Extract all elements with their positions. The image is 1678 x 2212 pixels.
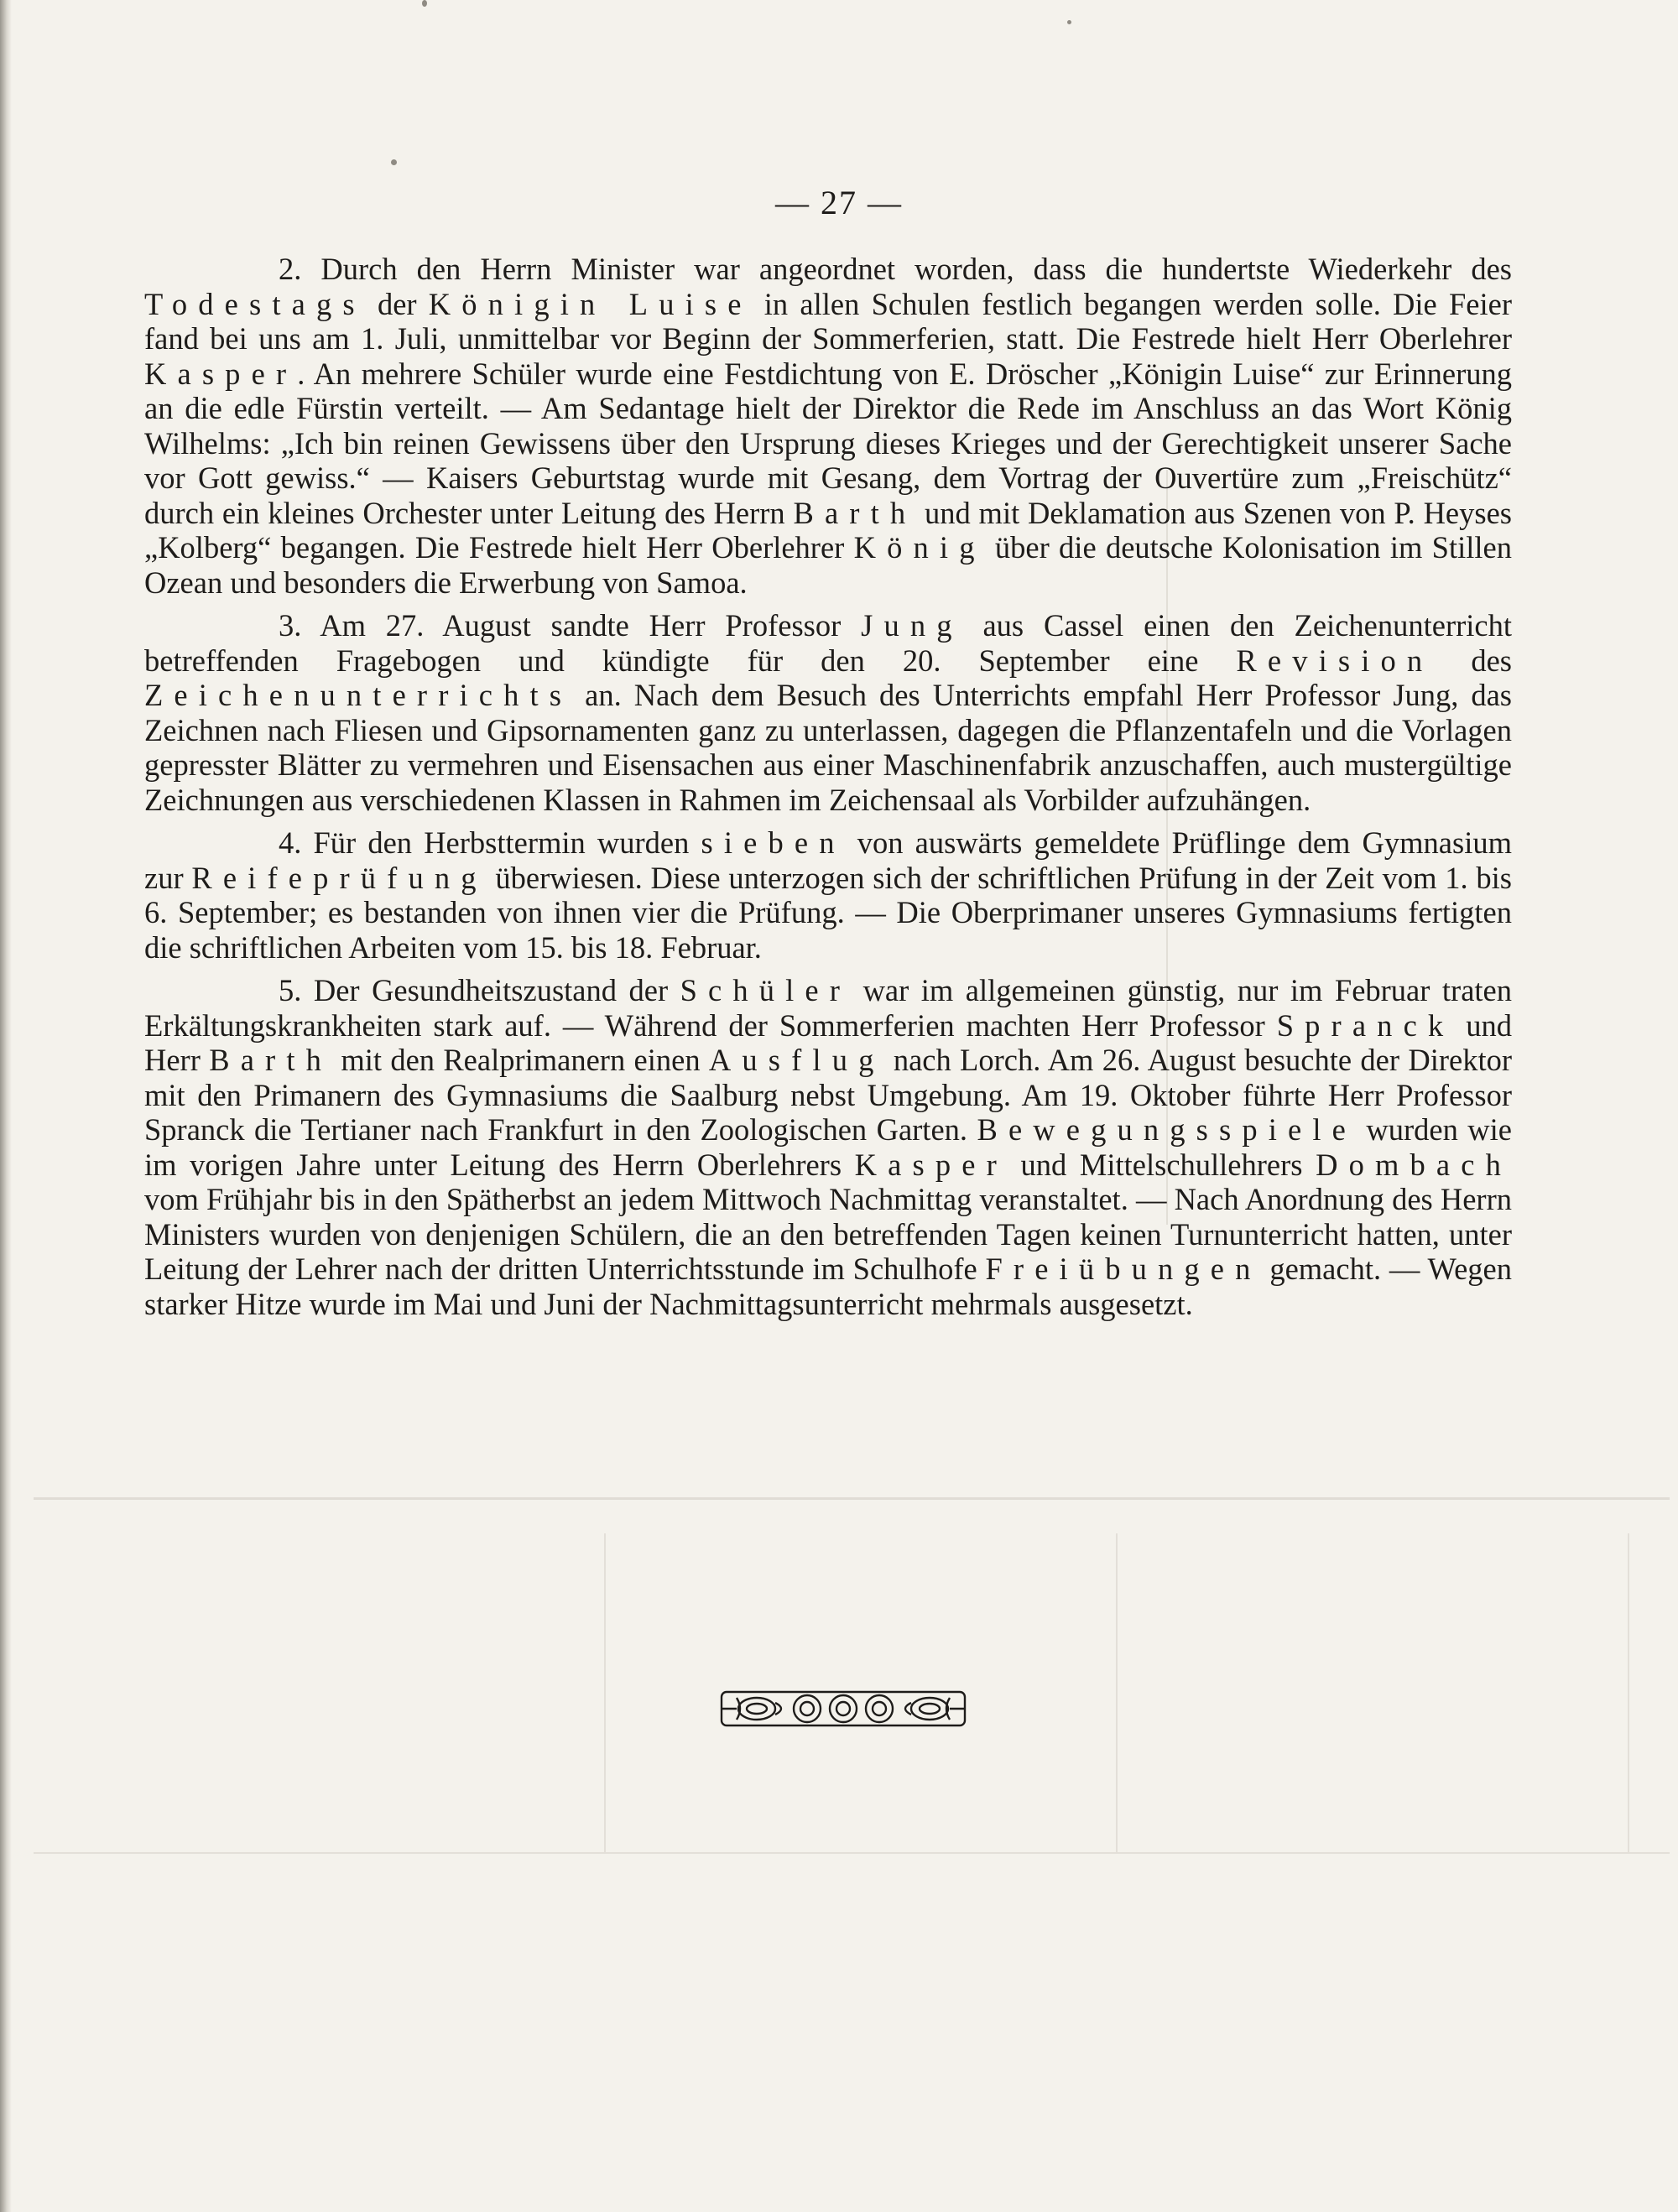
spaced-emphasis: Schüler xyxy=(680,973,852,1007)
text-run: 5. Der Gesundheitszustand der xyxy=(279,973,680,1007)
spaced-emphasis: Jung xyxy=(861,608,963,643)
text-run: 3. Am 27. August sandte Herr Professor xyxy=(279,608,862,643)
spaced-emphasis: Reifeprüfung xyxy=(191,860,487,895)
spaced-emphasis: Ausflug xyxy=(708,1043,885,1077)
spaced-emphasis: Barth xyxy=(793,495,917,530)
show-through-table-bottom xyxy=(34,1497,1670,1854)
text-run: aus Cassel einen den Zeichenunterricht betreffenden Fragebogen und kündigte für den 20. September eine xyxy=(144,608,1512,678)
text-run: . An mehrere Schüler wurde eine Festdichtung von E. Dröscher „Königin Luise“ zur Erinnerung an die edle Fürstin verteilt. — Am Sedantage hielt der Direktor die Rede im Anschluss an das Wort König Wilhelms: „Ich bin reinen Gewissens über den Ursprung dieses Krieges und der Gerechtigkeit unserer Sache vor Gott gewiss.“ — Kaisers Geburtstag wurde mit Gesang, dem Vortrag der Ouvertüre zum „Freischütz“ durch ein kleines Orchester unter Leitung des Herrn xyxy=(144,356,1512,530)
spaced-emphasis: Todestags xyxy=(144,286,366,321)
text-run: und Herr xyxy=(144,1007,1512,1077)
ornamental-scroll-divider-icon xyxy=(720,1686,967,1731)
text-run: gemacht. — Wegen starker Hitze wurde im Mai und Juni der Nachmittagsunterricht mehrmals ausgesetzt. xyxy=(144,1252,1512,1321)
text-run: wurden wie im vorigen Jahre unter Leitung des Herrn Oberlehrers xyxy=(144,1112,1513,1182)
spaced-emphasis: Dombach xyxy=(1316,1147,1512,1182)
page-binding-edge xyxy=(0,0,12,2212)
text-run: 2. Durch den Herrn Minister war angeordnet worden, dass die hundertste Wiederkehr des xyxy=(279,252,1512,286)
text-run: war im allgemeinen günstig, nur im Februar traten Erkältungskrankheiten stark auf. — Während der Sommerferien machten Herr Professor xyxy=(144,973,1512,1043)
page-number: — 27 — xyxy=(775,184,903,221)
text-run: über die deutsche Kolonisation im Stillen Ozean und besonders die Erwerbung von Samoa. xyxy=(144,530,1512,600)
text-run: vom Frühjahr bis in den Spätherbst an jedem Mittwoch Nachmittag veranstaltet. — Nach Anordnung des Herrn Ministers wurden von denjenigen Schülern, die an den betreffenden Tagen keinen Turnunterricht hatten, unter Leitung der Lehrer nach der dritten Unterrichtsstunde im Schulhofe xyxy=(144,1182,1512,1286)
body-text xyxy=(144,252,1512,1330)
ink-speck xyxy=(1067,20,1071,24)
text-run: nach Lorch. Am 26. August besuchte der Direktor mit den Primanern des Gymnasiums die Saalburg nebst Umgebung. Am 19. Oktober führte Herr Professor Spranck die Tertianer nach Frankfurt in den Zoologischen Garten. xyxy=(144,1043,1513,1147)
paragraph-2 xyxy=(144,252,1512,600)
spaced-emphasis: König xyxy=(853,530,986,565)
text-run: von auswärts gemeldete Prüflinge dem Gymnasium zur xyxy=(144,825,1512,895)
text-run: des xyxy=(1433,643,1512,678)
text-run: und Mittelschullehrers xyxy=(1007,1147,1316,1182)
text-run: in allen Schulen festlich begangen werden solle. Die Feier fand bei uns am 1. Juli, unmittelbar vor Beginn der Sommerferien, statt. Die Festrede hielt Herr Oberlehrer xyxy=(144,286,1512,356)
spaced-emphasis: Zeichenunterrichts xyxy=(144,678,573,712)
spaced-emphasis: sieben xyxy=(701,825,846,860)
text-run: und mit Deklamation aus Szenen von P. Heyses „Kolberg“ begangen. Die Festrede hielt Herr Oberlehrer xyxy=(144,495,1512,565)
text-run: der xyxy=(365,286,429,321)
paragraph-5 xyxy=(144,973,1512,1321)
spaced-emphasis: Bewegungsspiele xyxy=(977,1112,1357,1147)
spaced-emphasis: Revision xyxy=(1236,643,1434,678)
paragraph-3 xyxy=(144,608,1512,817)
text-run: mit den Realprimanern einen xyxy=(332,1043,709,1077)
spaced-emphasis: Kasper xyxy=(854,1147,1008,1182)
spaced-emphasis: Kasper xyxy=(144,356,298,391)
ink-speck xyxy=(391,159,397,165)
spaced-emphasis: Königin Luise xyxy=(428,286,753,321)
ink-speck xyxy=(422,0,427,7)
text-run: an. Nach dem Besuch des Unterrichts empfahl Herr Professor Jung, das Zeichnen nach Fliesen und Gipsornamenten ganz zu unterlassen, dagegen die Pflanzentafeln und die Vorlagen gepresster Blätter zu vermehren und Eisensachen aus einer Maschinenfabrik anzuschaffen, auch mustergültige Zeichnungen aus verschiedenen Klassen in Rahmen im Zeichensaal als Vorbilder aufzuhängen. xyxy=(144,678,1512,817)
text-run: 4. Für den Herbsttermin wurden xyxy=(279,825,701,860)
text-run: überwiesen. Diese unterzogen sich der schriftlichen Prüfung in der Zeit vom 1. bis 6. September; es bestanden von ihnen vier die Prüfung. — Die Oberprimaner unseres Gymnasiums fertigten die schriftlichen Arbeiten vom 15. bis 18. Februar. xyxy=(144,860,1512,965)
spaced-emphasis: Freiübungen xyxy=(985,1252,1262,1286)
spaced-emphasis: Barth xyxy=(209,1043,332,1077)
spaced-emphasis: Spranck xyxy=(1276,1007,1455,1043)
paragraph-4 xyxy=(144,825,1512,965)
